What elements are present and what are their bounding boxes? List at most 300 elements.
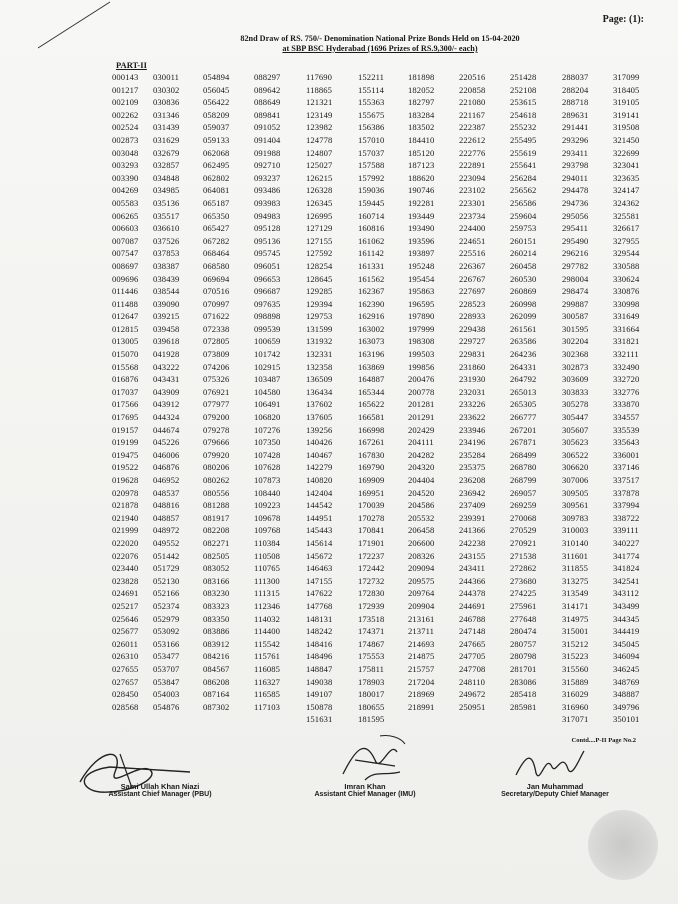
bond-number-cell: 248110	[459, 676, 486, 687]
bond-number-cell: 011446	[112, 286, 139, 297]
bond-number-cell: 022076	[112, 550, 139, 561]
signatory-2-name: Imran Khan	[344, 782, 386, 791]
bond-number-cell: 174867	[358, 638, 385, 649]
bond-number-cell: 285981	[510, 701, 537, 712]
bond-number-cell: 094983	[254, 210, 281, 221]
bond-number-cell: 051729	[153, 563, 180, 574]
bond-number-cell: 229831	[459, 349, 486, 360]
bond-number-cell: 206458	[408, 525, 435, 536]
bond-number-cell: 310140	[562, 537, 589, 548]
bond-number-cell: 089841	[254, 109, 281, 120]
bond-number-cell: 204111	[408, 437, 434, 448]
bond-number-cell: 145614	[306, 537, 333, 548]
bond-number-cell: 247665	[459, 638, 486, 649]
bond-number-cell: 305447	[562, 412, 589, 423]
bond-number-cell: 109678	[254, 512, 281, 523]
bond-number-cell: 233622	[459, 412, 486, 423]
bond-number-cell: 196595	[408, 298, 435, 309]
bond-number-cell: 095128	[254, 223, 281, 234]
bond-number-cell: 223102	[459, 185, 486, 196]
bond-number-cell: 019157	[112, 424, 139, 435]
bond-number-cell: 017566	[112, 399, 139, 410]
bond-number-cell: 269259	[510, 500, 537, 511]
bond-number-cell: 235375	[459, 462, 486, 473]
bond-number-cell: 327955	[613, 235, 640, 246]
bond-number-cell: 039458	[153, 323, 180, 334]
bond-number-cell: 043222	[153, 361, 180, 372]
bond-number-cell: 209575	[408, 575, 435, 586]
bond-number-cell: 213711	[408, 626, 435, 637]
bond-number-cell: 005583	[112, 197, 139, 208]
bond-number-cell: 039618	[153, 336, 180, 347]
bond-number-cell: 077977	[203, 399, 230, 410]
bond-number-cell: 277648	[510, 613, 537, 624]
bond-number-cell: 183284	[408, 109, 435, 120]
bond-number-cell: 337517	[613, 475, 640, 485]
bond-number-cell: 332776	[613, 386, 640, 397]
bond-number-cell: 323041	[613, 160, 640, 171]
bond-number-cell: 233946	[459, 424, 486, 435]
bond-number-cell: 080206	[203, 462, 230, 473]
bond-number-cell: 079666	[203, 437, 230, 448]
bond-number-cell: 091052	[254, 122, 281, 133]
bond-number-cell: 173518	[358, 613, 385, 624]
document-heading	[170, 34, 590, 54]
bond-number-cell	[510, 713, 562, 726]
bond-number-cell: 305623	[562, 437, 589, 448]
bond-number-cell: 116585	[254, 689, 281, 700]
bond-number-cell: 166581	[358, 412, 385, 423]
bond-number-cell: 140426	[306, 437, 333, 448]
bond-number-cell: 129394	[306, 298, 333, 309]
bond-number-cell: 096687	[254, 286, 281, 297]
bond-number-cell: 221167	[459, 109, 486, 120]
bond-number-cell: 289631	[562, 109, 589, 120]
bond-number-cell: 137605	[306, 412, 333, 423]
bond-number-cell: 209094	[408, 563, 435, 574]
bond-number-cell: 009696	[112, 273, 139, 284]
bond-number-cell: 034848	[153, 172, 180, 183]
bond-number-cell: 255619	[510, 147, 537, 158]
bond-number-cell: 299887	[562, 298, 589, 309]
bond-number-cell: 247708	[459, 663, 486, 674]
bond-number-cell: 350101	[613, 714, 640, 725]
bond-number-cell: 316029	[562, 689, 589, 700]
bond-number-cell: 124778	[306, 134, 333, 145]
bond-number-cell: 204404	[408, 475, 435, 485]
signatory-3-name: Jan Muhammad	[526, 782, 584, 791]
bond-number-cell: 026011	[112, 638, 139, 649]
bond-number-cell: 252108	[510, 84, 537, 95]
bond-number-cell: 145672	[306, 550, 333, 561]
bond-number-cell: 324147	[613, 185, 640, 196]
bond-number-cell: 162390	[358, 298, 385, 309]
bond-number-cell: 079278	[203, 424, 230, 435]
bond-number-cell: 309561	[562, 500, 589, 511]
bond-number-cell: 003293	[112, 160, 139, 171]
bond-number-cell: 297782	[562, 260, 589, 271]
bond-number-cell: 071622	[203, 311, 230, 322]
bond-number-cell: 126995	[306, 210, 333, 221]
bond-number-cell: 000143	[112, 72, 139, 82]
bond-number-cell: 008697	[112, 260, 139, 271]
bond-number-cell: 242238	[459, 537, 486, 548]
stamp-seal	[588, 810, 658, 880]
bond-number-cell: 142404	[306, 487, 333, 498]
bond-number-cell: 155363	[358, 97, 385, 108]
bond-number-cell: 107350	[254, 437, 281, 448]
bond-number-cell: 062495	[203, 160, 230, 171]
bond-number-cell: 049552	[153, 537, 180, 548]
bond-number-cell: 084216	[203, 651, 230, 662]
bond-number-cell: 011488	[112, 298, 139, 309]
bond-number-cell: 249672	[459, 689, 486, 700]
bond-number-cell: 288037	[562, 72, 589, 82]
bond-number-cell: 002524	[112, 122, 139, 133]
bond-number-cell: 187123	[408, 160, 435, 171]
bond-number-cell: 214875	[408, 651, 435, 662]
bond-number-cell: 044324	[153, 412, 180, 423]
bond-number-cell: 059133	[203, 134, 230, 145]
bond-number-cell: 267871	[510, 437, 537, 448]
bond-number-cell: 222612	[459, 134, 486, 145]
bond-number-cell: 022020	[112, 537, 139, 548]
bond-number-cell: 051442	[153, 550, 180, 561]
bond-number-cell: 046876	[153, 462, 180, 473]
bond-number-cell: 053707	[153, 663, 180, 674]
bond-number-cell: 004269	[112, 185, 139, 196]
bond-number-cell: 283086	[510, 676, 537, 687]
bond-number-cell: 302204	[562, 336, 589, 347]
bond-number-cell: 114032	[254, 613, 281, 624]
bond-number-cell: 053477	[153, 651, 180, 662]
bond-number-cell: 217204	[408, 676, 435, 687]
bond-number-cell: 174371	[358, 626, 385, 637]
bond-number-cell: 150878	[306, 701, 333, 712]
bond-number-cell: 149038	[306, 676, 333, 687]
bond-number-cell: 098898	[254, 311, 281, 322]
bond-number-cell: 172237	[358, 550, 385, 561]
bond-number-cell: 200476	[408, 374, 435, 385]
bond-number-cell: 021940	[112, 512, 139, 523]
bond-number-cell: 340227	[613, 537, 640, 548]
bond-number-cell: 330876	[613, 286, 640, 297]
bond-number-cell: 288718	[562, 97, 589, 108]
heading-title: 82nd Draw of RS. 750/- Denomination National Prize Bonds Held on 15-04-2020	[240, 34, 520, 43]
bond-number-cell: 199503	[408, 349, 435, 360]
bond-number-cell: 070516	[203, 286, 230, 297]
bond-number-cell: 156386	[358, 122, 385, 133]
bond-number-cell: 043431	[153, 374, 180, 385]
bond-number-cell: 239391	[459, 512, 486, 523]
bond-number-cell: 007087	[112, 235, 139, 246]
signatory-2	[300, 782, 430, 798]
bond-number-cell: 052979	[153, 613, 180, 624]
corner-fold-mark	[0, 0, 120, 60]
bond-number-cell: 204320	[408, 462, 435, 473]
signatory-1	[70, 782, 250, 798]
bond-number-cell: 178903	[358, 676, 385, 687]
bond-number-cell: 003390	[112, 172, 139, 183]
bond-number-cell: 185120	[408, 147, 435, 158]
signature-3-scribble	[510, 745, 590, 785]
bond-number-cell: 325581	[613, 210, 640, 221]
bond-number-cell: 087302	[203, 701, 230, 712]
bond-number-cell: 348769	[613, 676, 640, 687]
bond-number-cell: 012647	[112, 311, 139, 322]
bond-number-cell: 037526	[153, 235, 180, 246]
bond-number-cell: 080262	[203, 475, 230, 485]
bond-number-cell: 315001	[562, 626, 589, 637]
bond-number-cell: 319141	[613, 109, 640, 120]
signatory-3-title: Secretary/Deputy Chief Manager	[501, 791, 609, 798]
bond-number-cell: 006265	[112, 210, 139, 221]
bond-number-cell: 224400	[459, 223, 486, 234]
bond-number-cell: 333870	[613, 399, 640, 410]
bond-number-cell: 107628	[254, 462, 281, 473]
bond-number-cell: 265013	[510, 386, 537, 397]
bond-number-cell: 341774	[613, 550, 640, 561]
bond-number-cell: 268499	[510, 449, 537, 460]
bond-number-cell: 161142	[358, 248, 385, 259]
bond-number-cell: 030011	[153, 72, 180, 82]
bond-number-cell: 195863	[408, 286, 435, 297]
bond-number-cell: 041928	[153, 349, 180, 360]
bond-number-cell: 214693	[408, 638, 435, 649]
bond-number-cell: 068580	[203, 260, 230, 271]
bond-number-cell: 131932	[306, 336, 333, 347]
bond-number-cell: 097635	[254, 298, 281, 309]
bond-number-cell: 215757	[408, 663, 435, 674]
bond-number-cell: 218969	[408, 689, 435, 700]
bond-number-cell: 232031	[459, 386, 486, 397]
bond-number-cell: 164887	[358, 374, 385, 385]
bond-number-cell: 023440	[112, 563, 139, 574]
bond-number-cell: 180017	[358, 689, 385, 700]
bond-number-cell: 197890	[408, 311, 435, 322]
bond-number-cell: 157010	[358, 134, 385, 145]
bond-number-cell: 235284	[459, 449, 486, 460]
bond-number-cell: 165622	[358, 399, 385, 410]
bond-number-cell: 275961	[510, 600, 537, 611]
bond-number-cell: 145443	[306, 525, 333, 536]
bond-number-cell: 260998	[510, 298, 537, 309]
bond-number-cell: 072805	[203, 336, 230, 347]
bond-number-cell: 160714	[358, 210, 385, 221]
bond-number-cell: 243411	[459, 563, 486, 574]
bond-number-cell: 039215	[153, 311, 180, 322]
bond-number-cell: 069694	[203, 273, 230, 284]
bond-number-cell: 317071	[562, 714, 589, 725]
bond-number-cell: 311601	[562, 550, 589, 561]
bond-number-cell: 032679	[153, 147, 180, 158]
bond-number-cell: 260214	[510, 248, 537, 259]
bond-number-cell: 197999	[408, 323, 435, 334]
bond-number-cell: 193897	[408, 248, 435, 259]
bond-number-cell: 116085	[254, 663, 281, 674]
bond-number-cell: 202429	[408, 424, 435, 435]
bond-number-cell: 059037	[203, 122, 230, 133]
bond-number-cell: 001217	[112, 84, 139, 95]
bond-number-cell: 160816	[358, 223, 385, 234]
bond-number-cell: 115542	[254, 638, 281, 649]
bond-number-cell: 222891	[459, 160, 486, 171]
bond-number-cell: 251428	[510, 72, 537, 82]
bond-number-cell: 329544	[613, 248, 640, 259]
bond-number-cell: 088297	[254, 72, 281, 82]
bond-number-cell: 255641	[510, 160, 537, 171]
bond-number-cell: 222387	[459, 122, 486, 133]
bond-number-cell: 093983	[254, 197, 281, 208]
bond-number-cell: 054894	[203, 72, 230, 82]
bond-number-cell: 293411	[562, 147, 589, 158]
bond-number-cell: 021999	[112, 525, 139, 536]
bond-number-cell: 192281	[408, 197, 435, 208]
signatory-1-title: Assistant Chief Manager (PBU)	[108, 791, 212, 798]
part-label: PART-II	[116, 60, 147, 70]
bond-number-cell: 170039	[358, 500, 385, 511]
bond-number-cell: 121321	[306, 97, 333, 108]
bond-number-cell: 087164	[203, 689, 230, 700]
bond-number-cell: 323635	[613, 172, 640, 183]
bond-number-cell: 161062	[358, 235, 385, 246]
bond-number-cell: 201291	[408, 412, 435, 423]
bond-number-cell: 209764	[408, 588, 435, 599]
bond-number-cell: 344345	[613, 613, 640, 624]
bond-number-cell: 331821	[613, 336, 640, 347]
bond-number-cell: 256562	[510, 185, 537, 196]
bond-number-cell: 243155	[459, 550, 486, 561]
bond-number-cell: 229438	[459, 323, 486, 334]
bond-number-cell: 227697	[459, 286, 486, 297]
bond-number-cell: 038439	[153, 273, 180, 284]
signature-2-scribble	[335, 730, 415, 788]
bond-number-cell: 222776	[459, 147, 486, 158]
bond-number-cell: 110384	[254, 537, 281, 548]
bond-number-cell: 209904	[408, 600, 435, 611]
bond-number-cell: 270529	[510, 525, 537, 536]
bond-number-cell: 109768	[254, 525, 281, 536]
bond-number-cell: 305607	[562, 424, 589, 435]
bond-number-cell: 117103	[254, 701, 281, 712]
bond-number-cell: 017037	[112, 386, 139, 397]
bond-number-cell: 264792	[510, 374, 537, 385]
bond-number-cell: 319508	[613, 122, 640, 133]
bond-number-cell: 262099	[510, 311, 537, 322]
bond-number-cell: 006603	[112, 223, 139, 234]
bond-number-cell: 271538	[510, 550, 537, 561]
bond-number-cell: 035136	[153, 197, 180, 208]
bond-number-cell: 190746	[408, 185, 435, 196]
bond-number-cell: 155675	[358, 109, 385, 120]
bond-number-cell: 002262	[112, 109, 139, 120]
bond-number-cell: 099539	[254, 323, 281, 334]
bond-number-cell: 038544	[153, 286, 180, 297]
bond-number-cell: 296216	[562, 248, 589, 259]
bond-number-cell: 027657	[112, 676, 139, 687]
bond-number-cell: 106820	[254, 412, 281, 423]
bond-number-cell: 068464	[203, 248, 230, 259]
bond-number-cell: 302368	[562, 349, 589, 360]
bond-number-cell: 102915	[254, 361, 281, 372]
bond-number-cell: 330588	[613, 260, 640, 271]
bond-number-cell: 204282	[408, 449, 435, 460]
bond-number-cell: 144951	[306, 512, 333, 523]
bond-number-cell: 223734	[459, 210, 486, 221]
bond-number-cell: 048857	[153, 512, 180, 523]
bond-number-cell: 300587	[562, 311, 589, 322]
bond-number-cell: 093486	[254, 185, 281, 196]
bond-number-cell: 083052	[203, 563, 230, 574]
bond-number-cell: 244378	[459, 588, 486, 599]
bond-number-cell: 058209	[203, 109, 230, 120]
bond-number-cell: 244366	[459, 575, 486, 586]
bond-number-cell: 233226	[459, 399, 486, 410]
bond-number-cell: 129285	[306, 286, 333, 297]
bond-number-cell: 157588	[358, 160, 385, 171]
bond-number-cell: 345045	[613, 638, 640, 649]
bond-number-cell: 025217	[112, 600, 139, 611]
bond-number-cell: 044674	[153, 424, 180, 435]
bond-number-cell: 250951	[459, 701, 486, 712]
bond-number-cell: 319105	[613, 97, 640, 108]
bond-number-cell: 048816	[153, 500, 180, 511]
bond-number-cell: 332111	[613, 349, 639, 360]
bond-number-cell: 083230	[203, 588, 230, 599]
signatory-1-name: Sami Ullah Khan Niazi	[120, 782, 200, 791]
bond-number-cell: 260151	[510, 235, 537, 246]
bond-number-cell: 126215	[306, 172, 333, 183]
bond-number-cell: 107428	[254, 449, 281, 460]
bond-number-cell: 052374	[153, 600, 180, 611]
bond-number-cell: 028450	[112, 689, 139, 700]
bond-number-cell: 169951	[358, 487, 385, 498]
bond-number-cell: 152211	[358, 72, 385, 82]
bond-number-cell: 137602	[306, 399, 333, 410]
bond-number-cell: 045226	[153, 437, 180, 448]
bond-number-cell: 313549	[562, 588, 589, 599]
bond-number-cell: 084567	[203, 663, 230, 674]
bond-number-cell: 053092	[153, 626, 180, 637]
bond-number-cell	[459, 713, 510, 726]
bond-number-cell: 052130	[153, 575, 180, 586]
bond-number-cell: 280474	[510, 626, 537, 637]
bond-number-cell: 223301	[459, 197, 486, 208]
bond-number-cell: 288204	[562, 84, 589, 95]
bond-number-cell: 294011	[562, 172, 589, 183]
bond-number-cell: 332490	[613, 361, 640, 372]
bond-number-cell: 281701	[510, 663, 537, 674]
bond-number-cell: 159036	[358, 185, 385, 196]
bond-number-cell	[408, 713, 459, 726]
bond-number-cell: 082271	[203, 537, 230, 548]
bond-number-cell: 111315	[254, 588, 280, 599]
bond-number-cell: 220858	[459, 84, 486, 95]
bond-number-cell: 163073	[358, 336, 385, 347]
bond-number-cell: 126328	[306, 185, 333, 196]
bond-number-cell: 043909	[153, 386, 180, 397]
heading-subtitle: at SBP BSC Hyderabad (1696 Prizes of RS.9,300/- each)	[282, 44, 478, 53]
bond-number-cell: 295490	[562, 235, 589, 246]
bond-number-cell: 043912	[153, 399, 180, 410]
bond-number-cell: 054003	[153, 689, 180, 700]
bond-number-cell: 128645	[306, 273, 333, 284]
bond-number-cell: 175553	[358, 651, 385, 662]
bond-number-cell: 100659	[254, 336, 281, 347]
bond-number-cell: 096653	[254, 273, 281, 284]
bond-number-cell: 007547	[112, 248, 139, 259]
bond-number-cell: 021878	[112, 500, 139, 511]
